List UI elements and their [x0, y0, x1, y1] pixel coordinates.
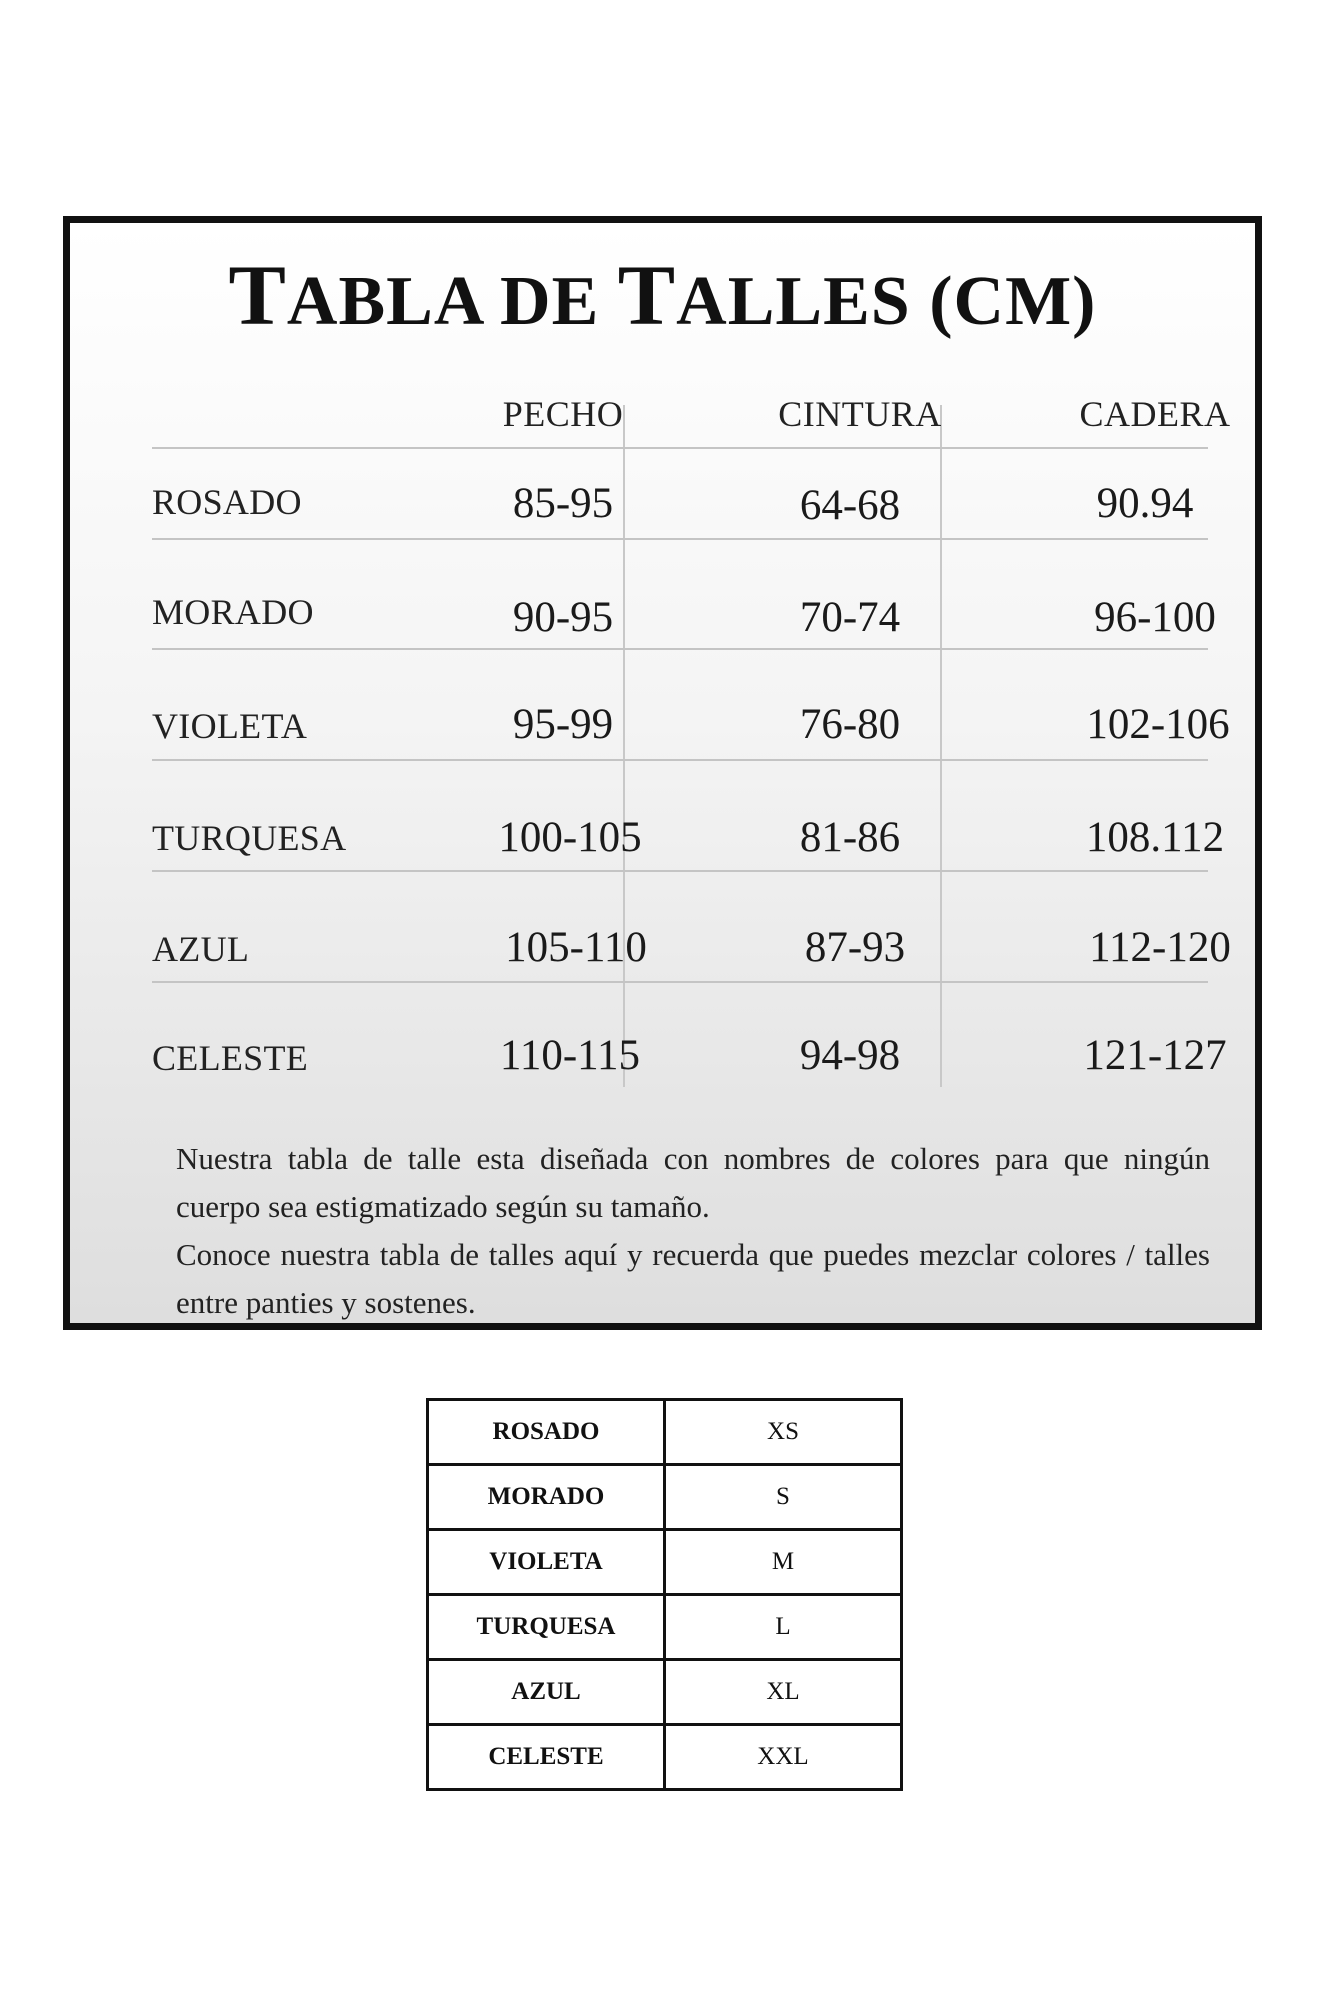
- row-label-rosado: ROSADO: [152, 482, 302, 522]
- size-value: S: [665, 1465, 902, 1530]
- cell-pecho: 90-95: [512, 594, 614, 641]
- note-paragraph: Conoce nuestra tabla de talles aquí y recuerda que puedes mezclar colores / talles entre panties y sostenes.: [176, 1237, 1210, 1320]
- color-name: CELESTE: [428, 1725, 665, 1790]
- size-value: XS: [665, 1400, 902, 1465]
- color-name: MORADO: [428, 1465, 665, 1530]
- cell-cadera: 108.112: [1085, 814, 1225, 861]
- page-title: TABLA DE TALLES (CM): [228, 247, 1097, 343]
- column-header-pecho: PECHO: [502, 394, 624, 434]
- row-divider: [152, 981, 1208, 983]
- cell-cintura: 81-86: [799, 814, 901, 861]
- column-header-cadera: CADERA: [1079, 394, 1231, 434]
- row-label-violeta: VIOLETA: [152, 706, 308, 746]
- row-divider: [152, 648, 1208, 650]
- note-paragraph: Nuestra tabla de talle esta diseñada con nombres de colores para que ningún cuerpo sea estigmatizado según su tamaño.: [176, 1141, 1210, 1224]
- cell-cintura: 70-74: [799, 594, 901, 641]
- table-row: [428, 1400, 902, 1465]
- size-value: L: [665, 1595, 902, 1660]
- size-value: M: [665, 1530, 902, 1595]
- cell-cintura: 64-68: [799, 482, 901, 529]
- size-chart-note: [176, 1135, 1210, 1327]
- cell-cintura: 76-80: [799, 701, 901, 748]
- color-name: TURQUESA: [428, 1595, 665, 1660]
- row-label-morado: MORADO: [152, 592, 314, 632]
- row-divider: [152, 538, 1208, 540]
- color-name: VIOLETA: [428, 1530, 665, 1595]
- column-header-cintura: CINTURA: [778, 394, 942, 434]
- color-name: ROSADO: [428, 1400, 665, 1465]
- row-divider: [152, 759, 1208, 761]
- cell-cadera: 96-100: [1094, 594, 1216, 641]
- cell-pecho: 110-115: [499, 1032, 641, 1079]
- size-value: XXL: [665, 1725, 902, 1790]
- table-row: [428, 1530, 902, 1595]
- cell-pecho: 105-110: [505, 924, 647, 971]
- row-label-celeste: CELESTE: [152, 1038, 309, 1078]
- cell-cadera: 102-106: [1086, 701, 1230, 748]
- table-row: [428, 1595, 902, 1660]
- cell-cintura: 94-98: [799, 1032, 901, 1079]
- color-size-table: [426, 1398, 903, 1791]
- cell-cadera: 112-120: [1089, 924, 1231, 971]
- cell-cadera: 121-127: [1083, 1032, 1227, 1079]
- row-divider: [152, 447, 1208, 449]
- size-chart-panel: [63, 216, 1262, 1330]
- cell-cadera: 90.94: [1096, 480, 1194, 527]
- table-row: [428, 1465, 902, 1530]
- row-label-azul: AZUL: [152, 929, 250, 969]
- table-row: [428, 1660, 902, 1725]
- table-row: [428, 1725, 902, 1790]
- cell-cintura: 87-93: [804, 924, 906, 971]
- row-divider: [152, 870, 1208, 872]
- cell-pecho: 95-99: [512, 701, 614, 748]
- cell-pecho: 85-95: [512, 480, 614, 527]
- size-value: XL: [665, 1660, 902, 1725]
- cell-pecho: 100-105: [498, 814, 642, 861]
- color-name: AZUL: [428, 1660, 665, 1725]
- row-label-turquesa: TURQUESA: [152, 818, 347, 858]
